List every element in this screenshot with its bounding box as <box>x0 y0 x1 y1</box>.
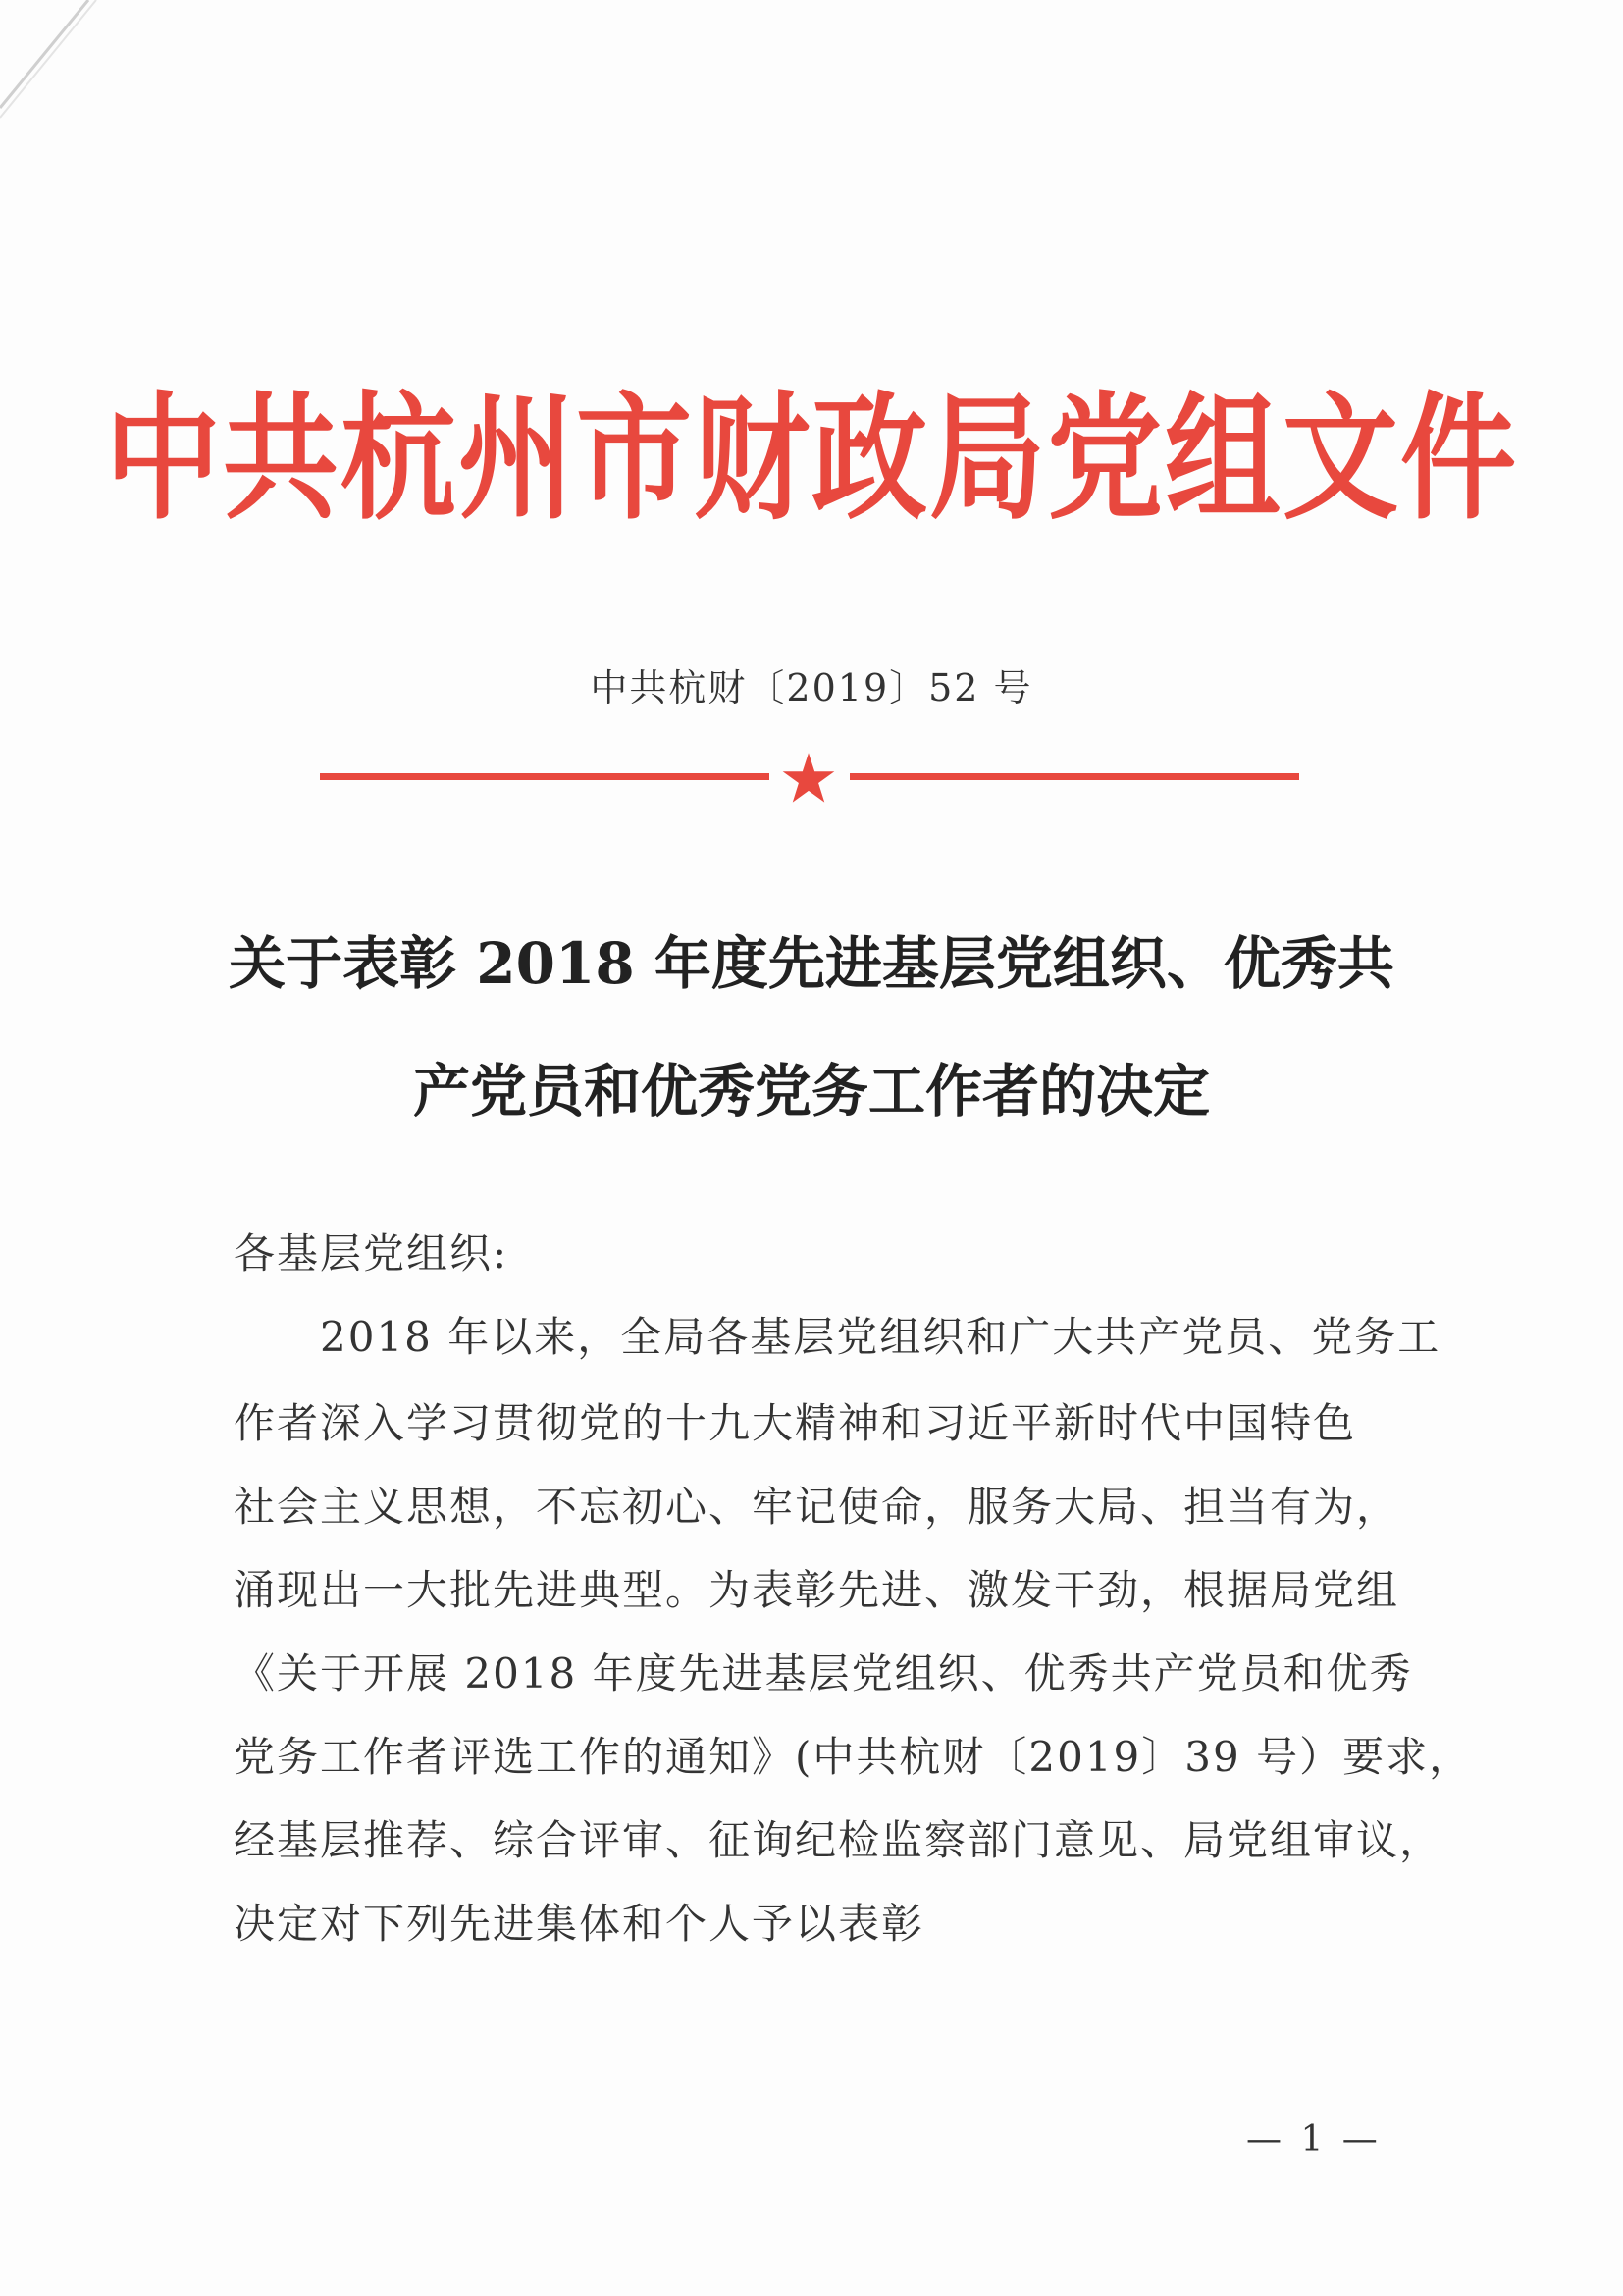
body-text-line: 党务工作者评选工作的通知》(中共杭财〔2019〕39 号）要求， <box>234 1733 1473 1781</box>
red-separator-left <box>320 773 769 780</box>
red-star-icon <box>781 751 836 806</box>
issuer-red-header: 中共杭州市财政局党组文件 <box>104 378 1518 539</box>
salutation: 各基层党组织: <box>234 1229 509 1278</box>
document-title-line-1: 关于表彰 2018 年度先进基层党组织、优秀共 <box>229 930 1394 997</box>
body-text-line: 社会主义思想，不忘初心、牢记使命，服务大局、担当有为， <box>234 1483 1400 1531</box>
body-text-line: 涌现出一大批先进典型。为表彰先进、激发干劲，根据局党组 <box>234 1566 1400 1614</box>
red-separator-right <box>850 773 1299 780</box>
scan-fold-mark <box>0 0 108 128</box>
document-title-line-2: 产党员和优秀党务工作者的决定 <box>412 1058 1210 1124</box>
body-text-line: 作者深入学习贯彻党的十九大精神和习近平新时代中国特色 <box>234 1399 1357 1447</box>
document-number: 中共杭财〔2019〕52 号 <box>590 666 1033 709</box>
page-number: — 1 — <box>1246 2119 1382 2160</box>
body-text-line: 决定对下列先进集体和个人予以表彰 <box>234 1900 925 1948</box>
body-text-line: 2018 年以来，全局各基层党组织和广大共产党员、党务工 <box>234 1313 1441 1361</box>
body-text-line: 《关于开展 2018 年度先进基层党组织、优秀共产党员和优秀 <box>234 1649 1413 1697</box>
body-text-line: 经基层推荐、综合评审、征询纪检监察部门意见、局党组审议， <box>234 1816 1443 1864</box>
